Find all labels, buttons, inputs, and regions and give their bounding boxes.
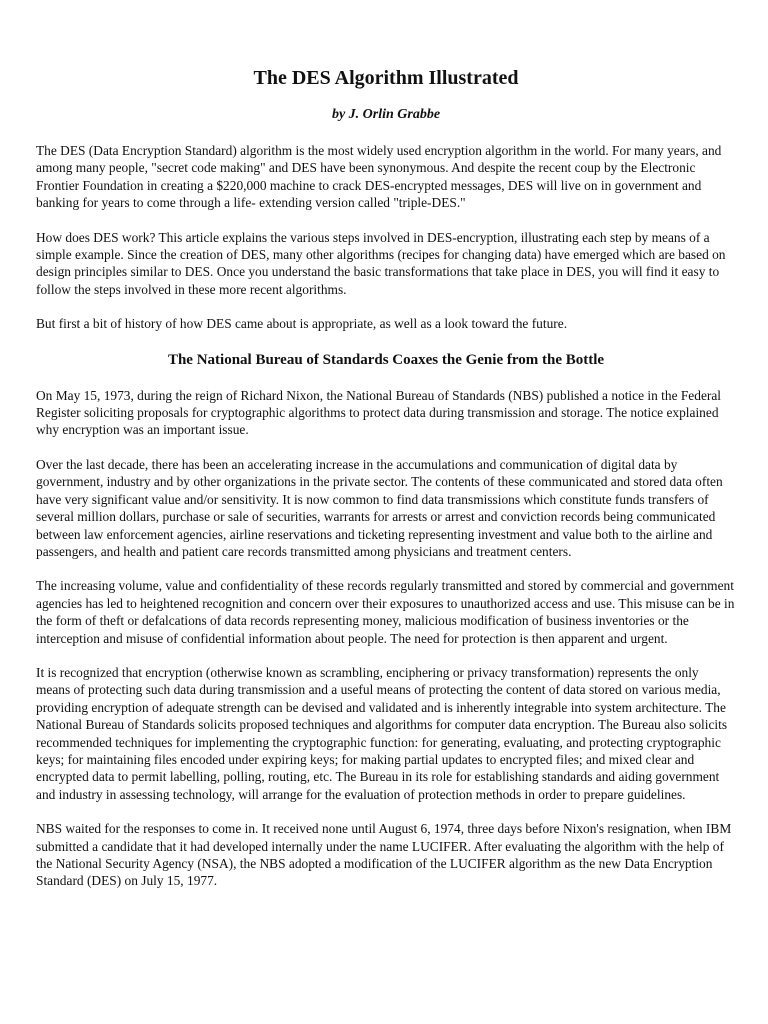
section-paragraph-5: NBS waited for the responses to come in. It received none until August 6, 1974, three days before Nixon's resignation, when IBM submitted a candidate that it had developed internally under the name LUCIFER. After evaluating the algorithm with the help of the National Security Agency (NSA), the NBS adopted a modification of the LUCIFER algorithm as the new Data Encryption Standard (DES) on July 15, 1977. [36,821,732,889]
author-byline: by J. Orlin Grabbe [331,107,441,122]
section-paragraph-4: It is recognized that encryption (otherwise known as scrambling, enciphering or privacy transformation) represents the only means of protecting such data during transmission and a useful means of protecting the content of data stored on various media, providing encryption of adequate strength can be devised and validated and is inherently integrable into system architecture. The National Bureau of Standards solicits proposed techniques and algorithms for computer data encryption. The Bureau also solicits recommended techniques for implementing the cryptographic function: for generating, evaluating, and protecting cryptographic keys; for maintaining files encoded under expiring keys; for making partial updates to encrypted files; and mixed clear and encrypted data to permit labelling, polling, routing, etc. The Bureau in its role for establishing standards and aiding government and industry in assessing technology, will arrange for the evaluation of protection methods in order to prepare guidelines. [36,664,728,802]
section-paragraph-2: Over the last decade, there has been an accelerating increase in the accumulations and communication of digital data by government, industry and by other organizations in the private sector. The contents of these communicated and stored data often have very significant value and/or sensitivity. It is now common to find data transmissions which constitute funds transfers of several million dollars, purchase or sale of securities, warrants for arrests or arrest and conviction records being communicated between law enforcement agencies, airline reservations and ticketing representing investment and value both to the airline and passengers, and health and patient care records transmitted among physicians and treatment centers. [36,456,723,559]
intro-paragraph-1: The DES (Data Encryption Standard) algorithm is the most widely used encryption algorithm in the world. For many years, and among many people, "secret code making" and DES have been synonymous. And despite the recent coup by the Electronic Frontier Foundation in creating a $220,000 machine to crack DES-encrypted messages, DES will live on in government and banking for years to come through a life- extending version called "triple-DES." [36,143,722,211]
document-page [36,60,736,890]
section-paragraph-1: On May 15, 1973, during the reign of Richard Nixon, the National Bureau of Standards (NBS) published a notice in the Federal Register soliciting proposals for cryptographic algorithms to protect data during transmission and storage. The notice explained why encryption was an important issue. [36,387,722,438]
intro-paragraph-2: How does DES work? This article explains the various steps involved in DES-encryption, illustrating each step by means of a simple example. Since the creation of DES, many other algorithms (recipes for changing data) have emerged which are based on design principles similar to DES. Once you understand the basic transformations that take place in DES, you will find it easy to follow the steps involved in these more recent algorithms. [36,229,726,297]
section-heading: The National Bureau of Standards Coaxes the Genie from the Bottle [167,351,605,368]
intro-paragraph-3: But first a bit of history of how DES came about is appropriate, as well as a look toward the future. [36,316,568,332]
page-title: The DES Algorithm Illustrated [253,67,519,89]
section-paragraph-3: The increasing volume, value and confidentiality of these records regularly transmitted and stored by commercial and government agencies has led to heightened recognition and concern over their exposures to unauthorized access and use. This misuse can be in the form of theft or defalcations of data records representing money, malicious modification of business inventories or the interception and misuse of confidential information about people. The need for protection is then apparent and urgent. [36,578,735,646]
